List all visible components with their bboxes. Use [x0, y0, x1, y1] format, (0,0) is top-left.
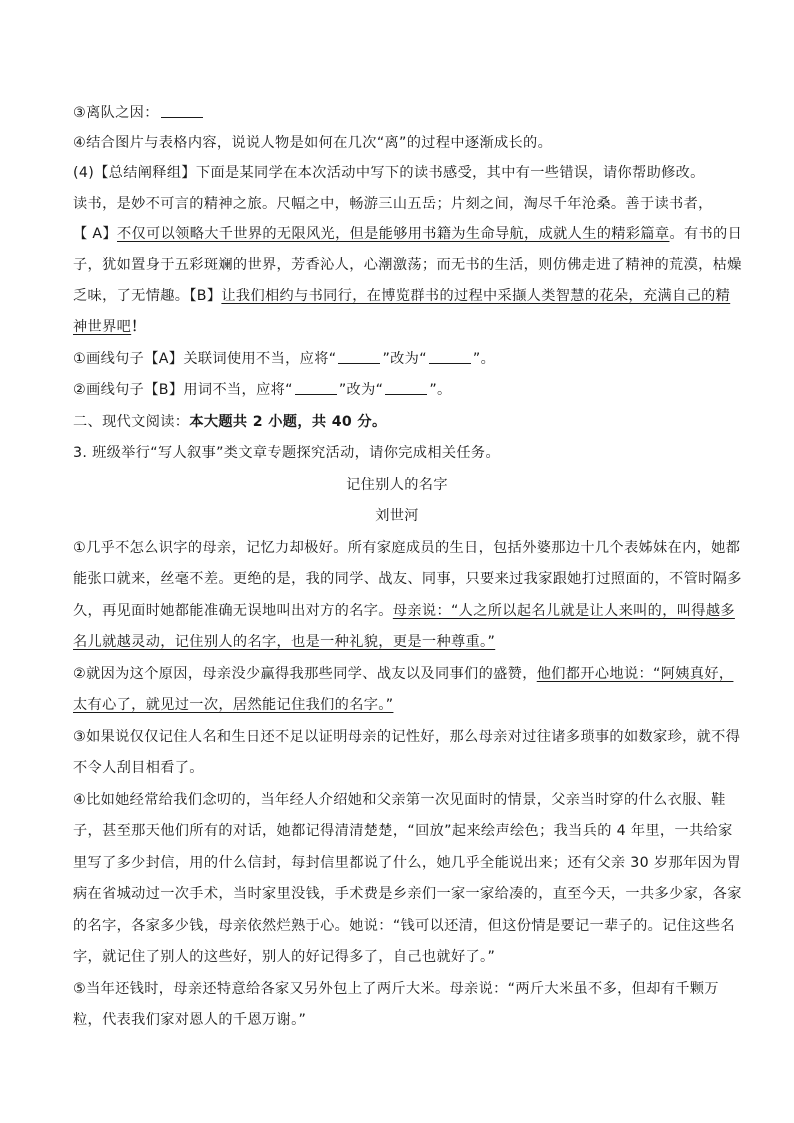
reading-paragraph-line: 神世界吧！ — [73, 319, 146, 335]
underlined-quote: 母亲说：“人之所以起名儿就是让人来叫的，叫得越多 — [392, 603, 735, 619]
reading-paragraph-line: 【 A】不仅可以领略大千世界的无限风光，但是能够用书籍为生命导航，成就人生的精彩篇章。有书的日 — [73, 226, 743, 242]
reading-paragraph-line: 子，犹如置身于五彩斑斓的世界，芳香沁人，心潮激荡；而无书的生活，则仿佛走进了精神的荒漠，枯燥 — [73, 257, 742, 273]
sentence-a-underlined: 不仅可以领略大千世界的无限风光，但是能够用书籍为生命导航，成就人生的精彩篇章 — [117, 226, 670, 242]
mark-a: 【 A】 — [73, 226, 117, 242]
summary-heading: (4)【总结阐释组】下面是某同学在本次活动中写下的读书感受，其中有一些错误，请你帮助修改。 — [73, 165, 705, 181]
article-line: 病在省城动过一次手术，当时家里没钱，手术费是乡亲们一家一家给凑的，直至今天，一共多少家，各家 — [73, 886, 742, 902]
article-line: 不令人刮目相看了。 — [73, 760, 204, 776]
question-three: 3. 班级举行“写人叙事”类文章专题探究活动，请你完成相关任务。 — [73, 445, 501, 461]
article-line: 字，就记住了别人的这些好，别人的好记得多了，自己也就好了。” — [73, 949, 496, 965]
question-a: ①画线句子【A】关联词使用不当，应将“ ”改为“ ”。 — [73, 351, 496, 367]
answer-blank[interactable] — [385, 380, 427, 395]
article-line: 子，甚至那天他们所有的对话，她都记得清清楚楚，“回放”起来绘声绘色；我当兵的 4 年里，一共给家 — [73, 823, 733, 839]
article-author: 刘世河 — [375, 508, 419, 524]
question-b: ②画线句子【B】用词不当，应将“ ”改为“ ”。 — [73, 382, 452, 398]
underlined-quote: 名儿就越灵动，记住别人的名字，也是一种礼貌，更是一种尊重。” — [73, 634, 496, 650]
answer-blank[interactable] — [429, 349, 471, 364]
answer-blank[interactable] — [338, 349, 380, 364]
underlined-quote: 太有心了，就见过一次，居然能记住我们的名字。” — [73, 697, 394, 713]
article-line: 里写了多少封信，用的什么信封，每封信里都说了什么，她几乎全能说出来；还有父亲 30 岁那年因为胃 — [73, 855, 742, 871]
sentence-b-underlined: 神世界吧 — [73, 319, 132, 335]
article-line: ①几乎不怎么识字的母亲，记忆力却极好。所有家庭成员的生日，包括外婆那边十几个表姊妹在内，她都 — [73, 540, 741, 556]
reading-paragraph-line: 读书，是妙不可言的精神之旅。尺幅之中，畅游三山五岳；片刻之间，淘尽千年沧桑。善于读书者， — [73, 196, 713, 212]
article-line: ③如果说仅仅记住人名和生日还不足以证明母亲的记性好，那么母亲对过往诸多琐事的如数家珍，就不得 — [73, 729, 741, 745]
article-line: ②就因为这个原因，母亲没少赢得我那些同学、战友以及同事们的盛赞，他们都开心地说：“阿姨真好， — [73, 666, 734, 682]
reason-item — [73, 102, 723, 124]
article-title: 记住别人的名字 — [346, 477, 448, 493]
sentence-b-underlined: 让我们相约与书同行，在博览群书的过程中采撷人类智慧的花朵，充满自己的精 — [221, 288, 731, 304]
answer-blank[interactable] — [295, 380, 337, 395]
article-line: 的名字，各家多少钱，母亲依然烂熟于心。她说：“钱可以还清，但这份情是要记一辈子的。记住这些名 — [73, 918, 735, 934]
part-two-heading: 二、现代文阅读：本大题共 2 小题，共 40 分。 — [73, 414, 387, 430]
reason-blank[interactable] — [161, 103, 203, 118]
article-line: ④比如她经常给我们念叨的，当年经人介绍她和父亲第一次见面时的情景，父亲当时穿的什么衣服、鞋 — [73, 792, 726, 808]
mark-b: 【B】 — [189, 288, 222, 304]
reading-paragraph-line: 乏味，了无情趣。【B】让我们相约与书同行，在博览群书的过程中采撷人类智慧的花朵，充满自己的精 — [73, 288, 731, 304]
reason-label: ③离队之因： — [73, 105, 159, 121]
article-line: 久，再见面时她都能准确无误地叫出对方的名字。母亲说：“人之所以起名儿就是让人来叫的，叫得越多 — [73, 603, 735, 619]
underlined-quote: 他们都开心地说：“阿姨真好， — [536, 666, 734, 682]
article-line: ⑤当年还钱时，母亲还特意给各家又另外包上了两斤大米。母亲说：“两斤大米虽不多，但却有千颗万 — [73, 981, 719, 997]
article-line — [73, 694, 723, 716]
article-line: 粒，代表我们家对恩人的千恩万谢。” — [73, 1012, 307, 1028]
article-line — [73, 631, 723, 653]
article-line: 能张口就来，丝毫不差。更绝的是，我的同学、战友、同事，只要来过我家跟她打过照面的，不管时隔多 — [73, 571, 742, 587]
growth-question: ④结合图片与表格内容，说说人物是如何在几次“离”的过程中逐渐成长的。 — [73, 135, 553, 151]
